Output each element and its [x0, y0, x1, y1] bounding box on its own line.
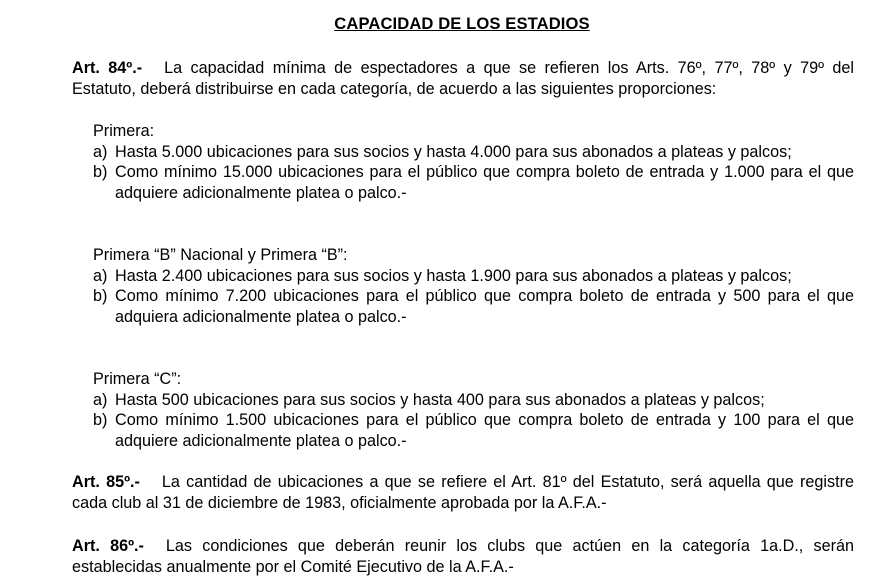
item-marker: b) [93, 411, 108, 429]
article-86 [72, 536, 854, 577]
list-item [93, 286, 854, 327]
category-title: Primera “C”: [93, 370, 182, 388]
category-primera-c [93, 369, 854, 451]
item-text: Como mínimo 15.000 ubicaciones para el público que compra boleto de entrada y 1.000 para el que adquiere adicionalmente platea o palco.- [115, 163, 854, 202]
article-text: La cantidad de ubicaciones a que se refiere el Art. 81º del Estatuto, será aquella que registre cada club al 31 de diciembre de 1983, oficialmente aprobada por la A.F.A.- [72, 473, 854, 512]
article-label: Art. 84º.- [72, 59, 143, 77]
item-text: Hasta 2.400 ubicaciones para sus socios y hasta 1.900 para sus abonados a plateas y palcos; [115, 266, 792, 285]
article-84 [72, 58, 854, 99]
list-item [93, 162, 854, 203]
article-text: La capacidad mínima de espectadores a que se refieren los Arts. 76º, 77º, 78º y 79º del Estatuto, deberá distribuirse en cada categoría, de acuerdo a las siguientes proporciones: [72, 59, 854, 98]
list-item [93, 266, 854, 287]
document-title: CAPACIDAD DE LOS ESTADIOS [334, 14, 590, 33]
category-title: Primera “B” Nacional y Primera “B”: [93, 246, 348, 264]
category-primera-b [93, 245, 854, 327]
article-85 [72, 472, 854, 513]
item-marker: b) [93, 163, 108, 181]
article-label: Art. 86º.- [72, 537, 144, 555]
list-item [93, 410, 854, 451]
item-text: Como mínimo 1.500 ubicaciones para el público que compra boleto de entrada y 100 para el que adquiere adicionalmente platea o palco.- [115, 411, 854, 450]
article-label: Art. 85º.- [72, 473, 140, 491]
list-item [93, 390, 854, 411]
item-text: Como mínimo 7.200 ubicaciones para el público que compra boleto de entrada y 500 para el que adquiera adicionalmente platea o palco.- [115, 287, 854, 326]
category-title: Primera: [93, 122, 155, 140]
item-marker: a) [93, 390, 108, 409]
category-primera [93, 121, 854, 203]
item-text: Hasta 5.000 ubicaciones para sus socios y hasta 4.000 para sus abonados a plateas y palcos; [115, 142, 792, 161]
item-marker: b) [93, 287, 108, 305]
item-text: Hasta 500 ubicaciones para sus socios y hasta 400 para sus abonados a plateas y palcos; [115, 390, 765, 409]
list-item [93, 142, 854, 163]
article-text: Las condiciones que deberán reunir los clubs que actúen en la categoría 1a.D., serán establecidas anualmente por el Comité Ejecutivo de la A.F.A.- [72, 537, 854, 576]
item-marker: a) [93, 266, 108, 285]
item-marker: a) [93, 142, 108, 161]
